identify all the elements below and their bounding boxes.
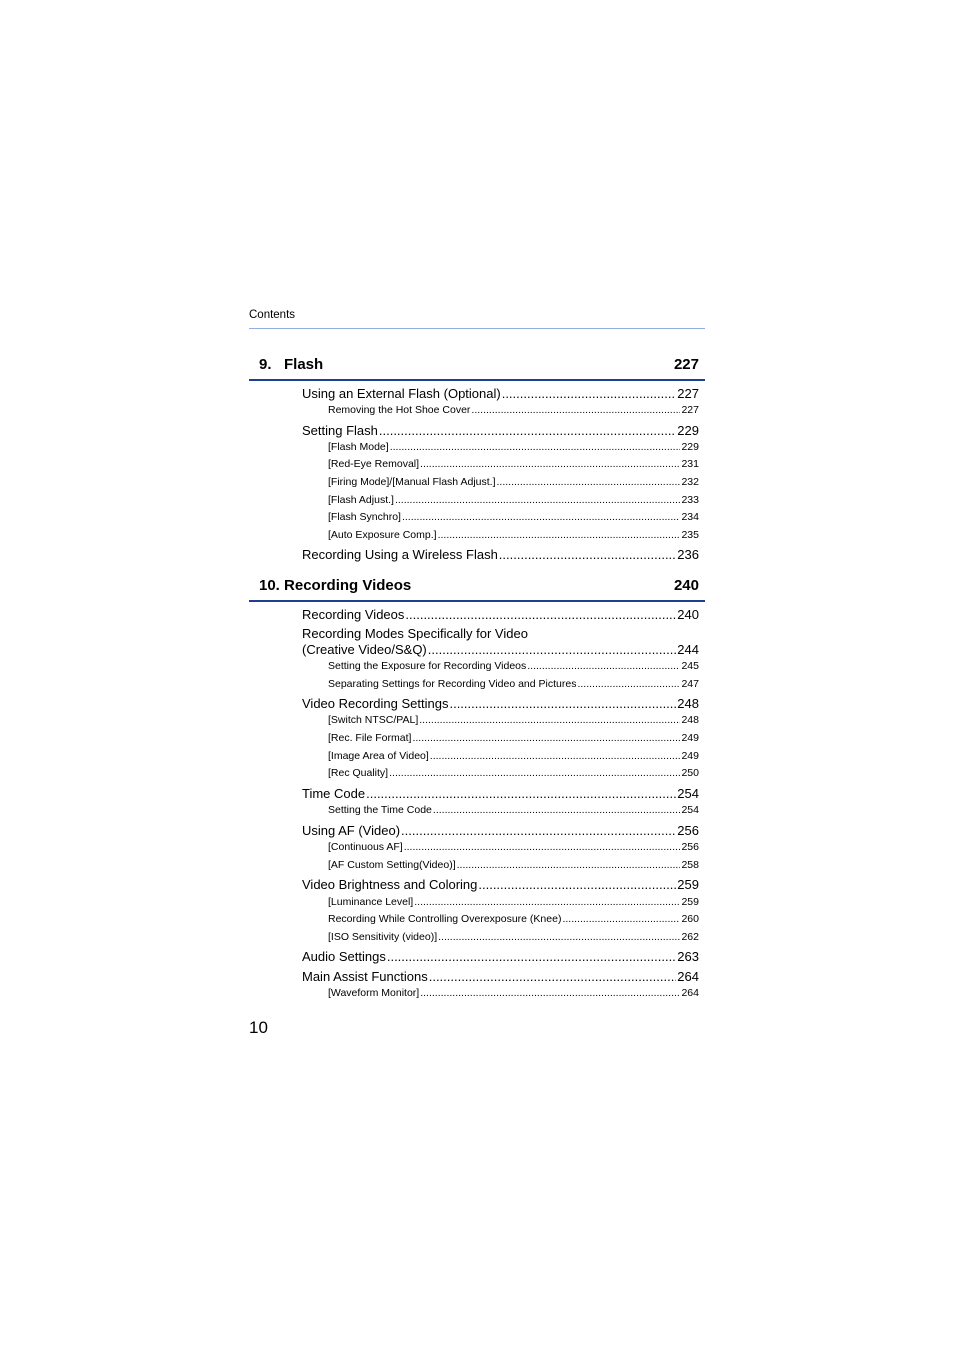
toc-subentry[interactable] <box>328 750 699 763</box>
chapter-heading-recording-videos[interactable] <box>249 572 705 602</box>
entry-title: [AF Custom Setting(Video)] <box>328 859 456 871</box>
entry-page: 259 <box>681 896 699 908</box>
dot-leader <box>499 547 677 563</box>
entry-page: 229 <box>677 423 699 438</box>
entry-page: 264 <box>681 987 699 999</box>
entry-title: [Image Area of Video] <box>328 750 429 762</box>
dot-leader <box>420 987 680 1000</box>
entry-title: Time Code <box>302 786 366 801</box>
entry-page: 234 <box>681 511 699 523</box>
entry-title: Video Recording Settings <box>302 696 449 711</box>
toc-subentry[interactable] <box>328 987 699 1000</box>
entry-page: 244 <box>677 642 699 657</box>
entry-page: 248 <box>677 696 699 711</box>
toc-subentry[interactable] <box>328 458 699 471</box>
entry-title: [Luminance Level] <box>328 896 414 908</box>
entry-page: 248 <box>681 714 699 726</box>
toc-entry[interactable] <box>302 547 699 563</box>
toc-subentry[interactable] <box>328 804 699 817</box>
toc-entry[interactable] <box>302 642 699 658</box>
header-divider <box>249 328 705 329</box>
dot-leader <box>497 476 681 489</box>
entry-page: 249 <box>681 750 699 762</box>
dot-leader <box>562 913 680 926</box>
entry-title: Audio Settings <box>302 949 386 964</box>
entry-title: Separating Settings for Recording Video and Pictures <box>328 678 577 690</box>
entry-title: Main Assist Functions <box>302 969 428 984</box>
entry-page: 227 <box>677 386 699 401</box>
toc-subentry[interactable] <box>328 896 699 909</box>
dot-leader <box>438 931 680 944</box>
entry-page: 264 <box>677 969 699 984</box>
toc-subentry[interactable] <box>328 441 699 454</box>
toc-subentry[interactable] <box>328 529 699 542</box>
dot-leader <box>389 767 680 780</box>
toc-entry[interactable] <box>302 877 699 893</box>
toc-entry[interactable] <box>302 786 699 802</box>
chapter-title: 10. Recording Videos <box>259 577 412 594</box>
dot-leader <box>478 877 676 893</box>
toc-entry[interactable] <box>302 949 699 965</box>
entry-page: 250 <box>681 767 699 779</box>
dot-leader <box>402 511 681 524</box>
dot-leader <box>457 859 681 872</box>
chapter-page: 227 <box>673 356 699 373</box>
toc-subentry[interactable] <box>328 404 699 417</box>
toc-entry[interactable] <box>302 969 699 985</box>
entry-title: [Red-Eye Removal] <box>328 458 420 470</box>
dot-leader <box>433 804 681 817</box>
entry-page: 247 <box>681 678 699 690</box>
toc-subentry[interactable] <box>328 511 699 524</box>
toc-entry[interactable] <box>302 423 699 439</box>
toc-subentry[interactable] <box>328 678 699 691</box>
entry-page: 256 <box>681 841 699 853</box>
toc-subentry[interactable] <box>328 841 699 854</box>
entry-page: 259 <box>677 877 699 892</box>
toc-entry[interactable] <box>302 696 699 712</box>
dot-leader <box>449 696 676 712</box>
dot-leader <box>429 969 677 985</box>
toc-subentry[interactable] <box>328 859 699 872</box>
toc-subentry[interactable] <box>328 476 699 489</box>
entry-page: 227 <box>681 404 699 416</box>
entry-page: 254 <box>677 786 699 801</box>
entry-title: [Flash Mode] <box>328 441 389 453</box>
dot-leader <box>527 660 680 673</box>
dot-leader <box>430 750 681 763</box>
entry-title: [Continuous AF] <box>328 841 403 853</box>
chapter-heading-flash[interactable] <box>249 351 705 381</box>
entry-title-first-line[interactable]: Recording Modes Specifically for Video <box>302 626 528 641</box>
entry-page: 240 <box>677 607 699 622</box>
entry-title: Setting Flash <box>302 423 378 438</box>
entry-page: 254 <box>681 804 699 816</box>
entry-page: 235 <box>681 529 699 541</box>
entry-title: Using an External Flash (Optional) <box>302 386 501 401</box>
entry-page: 231 <box>681 458 699 470</box>
entry-page: 233 <box>681 494 699 506</box>
entry-title: (Creative Video/S&Q) <box>302 642 427 657</box>
entry-title: Using AF (Video) <box>302 823 401 838</box>
running-header: Contents <box>249 309 296 321</box>
dot-leader <box>379 423 676 439</box>
page-number: 10 <box>249 1018 268 1037</box>
entry-title: [Switch NTSC/PAL] <box>328 714 419 726</box>
entry-page: 260 <box>681 913 699 925</box>
toc-entry[interactable] <box>302 386 699 402</box>
entry-title: [Auto Exposure Comp.] <box>328 529 437 541</box>
entry-page: 232 <box>681 476 699 488</box>
dot-leader <box>420 458 680 471</box>
chapter-divider <box>249 379 705 381</box>
toc-subentry[interactable] <box>328 660 699 673</box>
dot-leader <box>471 404 680 417</box>
toc-subentry[interactable] <box>328 767 699 780</box>
entry-title: [Rec. File Format] <box>328 732 412 744</box>
dot-leader <box>577 678 680 691</box>
dot-leader <box>419 714 680 727</box>
toc-entry[interactable] <box>302 607 699 623</box>
entry-title: [Rec Quality] <box>328 767 389 779</box>
entry-title: Video Brightness and Coloring <box>302 877 478 892</box>
entry-page: 263 <box>677 949 699 964</box>
entry-title: [ISO Sensitivity (video)] <box>328 931 438 943</box>
dot-leader <box>502 386 677 402</box>
chapter-page: 240 <box>673 577 699 594</box>
entry-title: [Waveform Monitor] <box>328 987 420 999</box>
dot-leader <box>387 949 676 965</box>
entry-page: 229 <box>681 441 699 453</box>
dot-leader <box>401 823 676 839</box>
dot-leader <box>405 607 676 623</box>
entry-title: Recording Videos <box>302 607 405 622</box>
dot-leader <box>414 896 680 909</box>
entry-page: 258 <box>681 859 699 871</box>
toc-subentry[interactable] <box>328 714 699 727</box>
chapter-title: 9. Flash <box>259 356 324 373</box>
dot-leader <box>390 441 681 454</box>
entry-page: 245 <box>681 660 699 672</box>
toc-subentry[interactable] <box>328 931 699 944</box>
toc-subentry[interactable] <box>328 494 699 507</box>
entry-title: Recording While Controlling Overexposure (Knee) <box>328 913 562 925</box>
toc-subentry[interactable] <box>328 732 699 745</box>
dot-leader <box>366 786 676 802</box>
dot-leader <box>428 642 677 658</box>
toc-subentry[interactable] <box>328 913 699 926</box>
entry-title: Setting the Time Code <box>328 804 432 816</box>
entry-title: Setting the Exposure for Recording Videos <box>328 660 527 672</box>
chapter-divider <box>249 600 705 602</box>
entry-title: [Firing Mode]/[Manual Flash Adjust.] <box>328 476 496 488</box>
entry-title: [Flash Synchro] <box>328 511 401 523</box>
entry-page: 249 <box>681 732 699 744</box>
dot-leader <box>395 494 681 507</box>
dot-leader <box>412 732 680 745</box>
entry-page: 256 <box>677 823 699 838</box>
entry-title: Recording Using a Wireless Flash <box>302 547 498 562</box>
toc-entry[interactable] <box>302 823 699 839</box>
entry-title: [Flash Adjust.] <box>328 494 394 506</box>
dot-leader <box>404 841 681 854</box>
dot-leader <box>438 529 681 542</box>
entry-page: 236 <box>677 547 699 562</box>
entry-title: Removing the Hot Shoe Cover <box>328 404 471 416</box>
entry-page: 262 <box>681 931 699 943</box>
